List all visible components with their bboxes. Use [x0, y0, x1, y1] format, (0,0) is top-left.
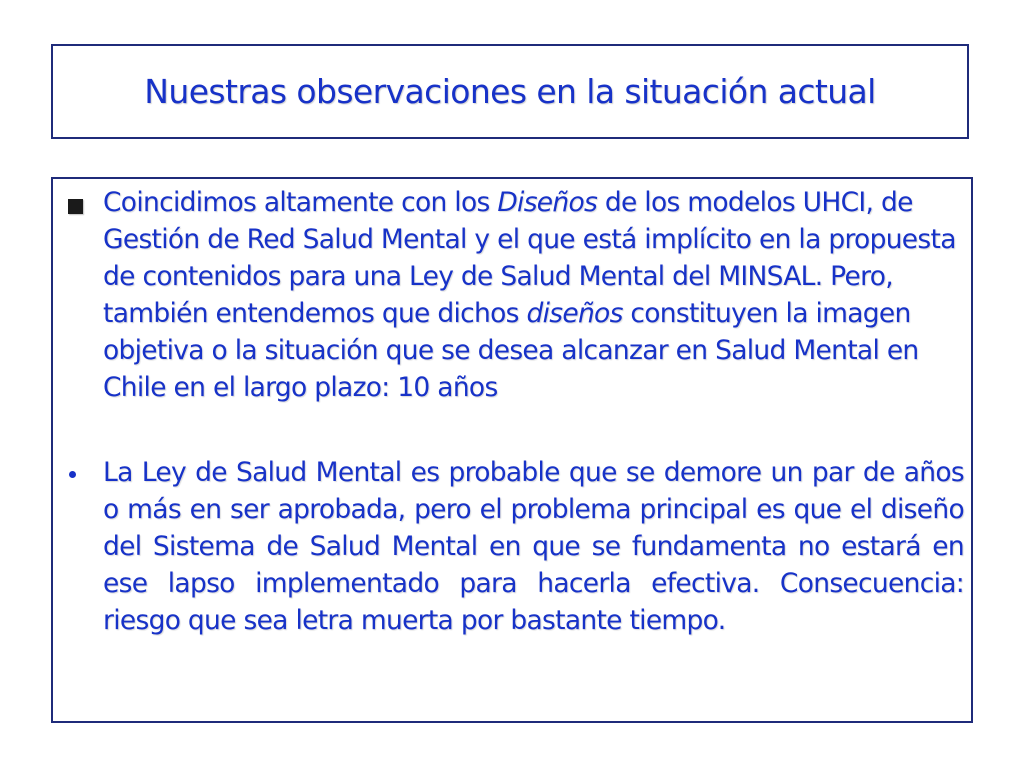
bullet-1-text-1: Coincidimos altamente con los — [103, 187, 498, 218]
bullet-2-text: La Ley de Salud Mental es probable que se demore un par de años o más en ser aprobada, pero el problema principal es que el diseño del Sistema de Salud Mental en que se fundamenta no estará en ese lapso implementado para hacerla efectiva. Consecuencia: riesgo que sea letra muerta por bastante tiempo. — [103, 457, 964, 636]
title-box — [51, 44, 969, 139]
bullet-item-1 — [103, 184, 964, 406]
square-bullet-icon — [68, 199, 83, 214]
bullet-1-text-2: de los modelos UHCI, de Gestión de Red Salud Mental y el que está implícito en la propuesta de contenidos para una Ley de Salud Mental del MINSAL. Pero, también entendemos que dichos — [103, 187, 956, 329]
bullet-1-italic-disenos: Diseños — [497, 187, 598, 218]
bullet-1-italic-disenos-lower: diseños — [526, 298, 623, 329]
content-box — [51, 177, 973, 723]
dot-bullet-icon — [69, 471, 76, 478]
bullet-1-text-3: constituyen la imagen objetiva o la situación que se desea alcanzar en Salud Mental en Chile en el largo plazo: 10 años — [103, 298, 919, 403]
slide-title: Nuestras observaciones en la situación actual — [144, 72, 876, 111]
bullet-item-2 — [103, 454, 964, 639]
